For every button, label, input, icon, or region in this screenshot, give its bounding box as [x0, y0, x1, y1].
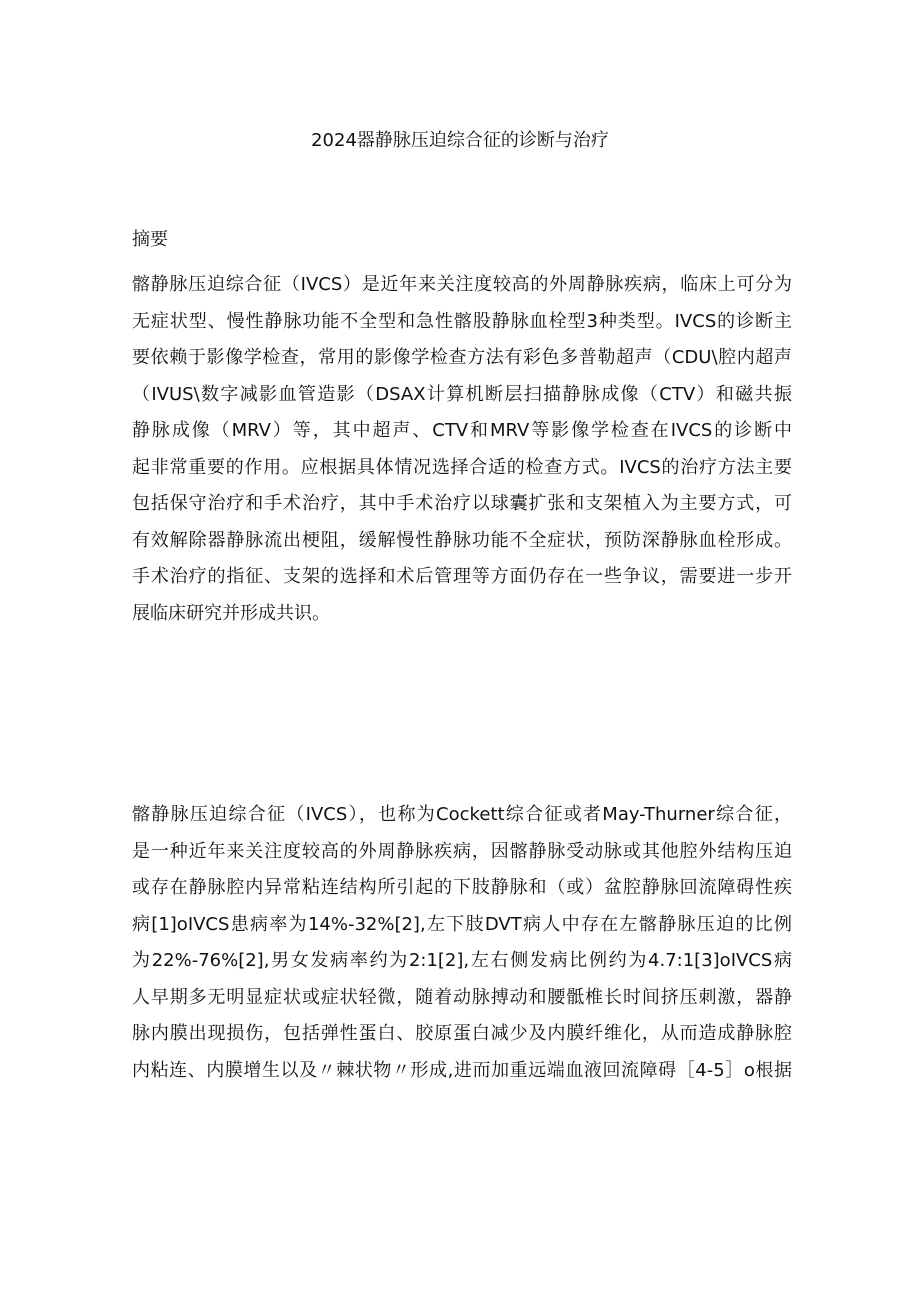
intro-line: 为22%-76%[2],男女发病率约为2:1[2],左右侧发病比例约为4.7:1[3]oIVCS病 [132, 950, 792, 971]
abstract-line: 髂静脉压迫综合征（IVCS）是近年来关注度较高的外周静脉疾病，临床上可分为 [132, 274, 792, 295]
abstract-line: 要依赖于影像学检查，常用的影像学检查方法有彩色多普勒超声（CDU\腔内超声 [132, 347, 792, 368]
intro-paragraph [132, 797, 792, 1089]
intro-line: 人早期多无明显症状或症状轻微，随着动脉搏动和腰骶椎长时间挤压刺激，器静 [132, 986, 792, 1008]
intro-line: 是一种近年来关注度较高的外周静脉疾病，因髂静脉受动脉或其他腔外结构压迫 [132, 840, 792, 862]
abstract-line: 无症状型、慢性静脉功能不全型和急性髂股静脉血栓型3种类型。IVCS的诊断主 [132, 310, 792, 332]
abstract-line: 展临床研究并形成共识。 [132, 602, 330, 624]
abstract-paragraph [132, 267, 792, 632]
intro-line: 病[1]oIVCS患病率为14%-32%[2],左下肢DVT病人中存在左髂静脉压迫的比例 [132, 913, 792, 935]
intro-line: 内粘连、内膜增生以及〃棘状物〃形成,进而加重远端血液回流障碍［4-5］o根据 [132, 1059, 792, 1081]
abstract-line: 手术治疗的指征、支架的选择和术后管理等方面仍存在一些争议，需要进一步开 [132, 566, 792, 587]
document-title: 2024器静脉压迫综合征的诊断与治疗 [311, 130, 609, 151]
abstract-line: 静脉成像（MRV）等，其中超声、CTV和MRV等影像学检查在IVCS的诊断中 [132, 420, 792, 441]
abstract-line: （IVUS\数字减影血管造影（DSAX计算机断层扫描静脉成像（CTV）和磁共振 [132, 383, 792, 405]
abstract-line: 起非常重要的作用。应根据具体情况选择合适的检查方式。IVCS的治疗方法主要 [132, 456, 792, 478]
abstract-heading: 摘要 [132, 229, 168, 250]
abstract-line: 有效解除器静脉流出梗阻，缓解慢性静脉功能不全症状，预防深静脉血栓形成。 [132, 529, 792, 551]
intro-line: 或存在静脉腔内异常粘连结构所引起的下肢静脉和（或）盆腔静脉回流障碍性疾 [132, 877, 792, 898]
abstract-line: 包括保守治疗和手术治疗，其中手术治疗以球囊扩张和支架植入为主要方式，可 [132, 493, 792, 514]
intro-line: 髂静脉压迫综合征（IVCS），也称为Cockett综合征或者May-Thurner综合征， [132, 804, 792, 825]
intro-line: 脉内膜出现损伤，包括弹性蛋白、胶原蛋白减少及内膜纤维化，从而造成静脉腔 [132, 1023, 792, 1044]
